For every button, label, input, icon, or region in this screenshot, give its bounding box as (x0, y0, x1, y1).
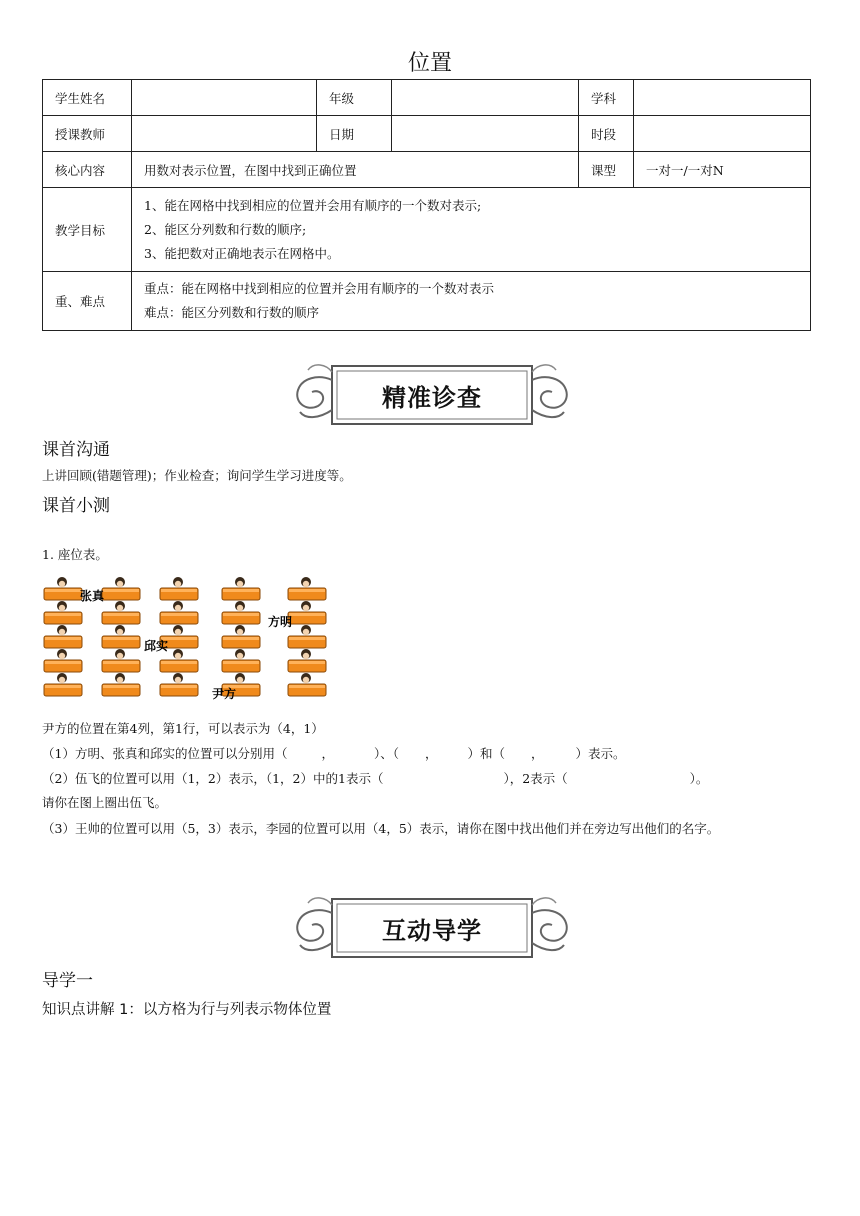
section-title: 课首小测 (42, 496, 110, 516)
desk-top (223, 589, 259, 592)
student-face (175, 581, 181, 587)
section-title: 课首沟通 (42, 440, 110, 460)
info-table (42, 79, 811, 331)
key-cell (132, 272, 811, 331)
desk-top (223, 637, 259, 640)
label-qiushi: 邱实 (144, 639, 169, 653)
table-row (43, 152, 811, 188)
goal-item: 3、能把数对正确地表示在网格中。 (144, 245, 340, 261)
student-face (303, 629, 309, 635)
section-text: 知识点讲解 1：以方格为行与列表示物体位置 (42, 1002, 332, 1018)
desk-top (45, 661, 81, 664)
desk-top (103, 637, 139, 640)
core-value: 用数对表示位置，在图中找到正确位置 (132, 152, 579, 188)
desk-top (103, 589, 139, 592)
student-face (59, 653, 65, 659)
student-face (303, 653, 309, 659)
student-face (175, 605, 181, 611)
student-face (303, 605, 309, 611)
student-face (59, 629, 65, 635)
question-title: 1. 座位表。 (42, 547, 108, 562)
desk-top (45, 637, 81, 640)
section-banner-guided (288, 893, 576, 963)
page-title: 位置 (407, 51, 452, 76)
key-point: 重点：能在网格中找到相应的位置并会用有顺序的一个数对表示 (144, 281, 495, 296)
label-zhangzhen: 张真 (80, 589, 105, 603)
question-intro: 尹方的位置在第4列，第1行，可以表示为（4，1） (42, 721, 324, 736)
core-label: 核心内容 (43, 152, 132, 188)
desk-top (223, 613, 259, 616)
desk-top (289, 661, 325, 664)
student-face (59, 605, 65, 611)
table-row (43, 272, 811, 331)
seating-chart-image (42, 570, 330, 706)
type-value: 一对一/一对N (634, 152, 811, 188)
teacher-cell (132, 116, 317, 152)
subject-label: 学科 (579, 80, 634, 116)
period-cell (634, 116, 811, 152)
student-name-label: 学生姓名 (43, 80, 132, 116)
date-cell (392, 116, 579, 152)
question-part-2: （2）伍飞的位置可以用（1，2）表示，（1，2）中的1表示（ ），2表示（ ）。 (42, 771, 709, 786)
period-label: 时段 (579, 116, 634, 152)
type-label: 课型 (579, 152, 634, 188)
student-face (117, 581, 123, 587)
student-face (117, 605, 123, 611)
subject-cell (634, 80, 811, 116)
student-face (117, 653, 123, 659)
key-point: 难点：能区分列数和行数的顺序 (144, 305, 320, 320)
student-face (237, 581, 243, 587)
desk-top (103, 685, 139, 688)
student-face (237, 629, 243, 635)
desk-top (161, 661, 197, 664)
student-face (59, 581, 65, 587)
desk-top (45, 589, 81, 592)
date-label: 日期 (317, 116, 392, 152)
goal-label: 教学目标 (43, 188, 132, 272)
student-face (175, 653, 181, 659)
student-face (117, 629, 123, 635)
grade-cell (392, 80, 579, 116)
banner-title: 精准诊查 (382, 383, 482, 412)
desk-top (289, 613, 325, 616)
desk-top (161, 613, 197, 616)
student-face (175, 629, 181, 635)
student-face (175, 677, 181, 683)
desk-top (223, 661, 259, 664)
desk-top (289, 637, 325, 640)
student-face (303, 677, 309, 683)
desk-top (103, 661, 139, 664)
desk-top (161, 685, 197, 688)
student-name-cell (132, 80, 317, 116)
student-face (237, 605, 243, 611)
grade-label: 年级 (317, 80, 392, 116)
student-face (303, 581, 309, 587)
desk-top (45, 685, 81, 688)
desk-top (289, 589, 325, 592)
table-row (43, 188, 811, 272)
banner-title: 互动导学 (382, 916, 482, 945)
question-part-1: （1）方明、张真和邱实的位置可以分别用（ ， ）、（ ， ）和（ ， ）表示。 (42, 746, 626, 761)
label-yinfang: 尹方 (212, 687, 237, 701)
student-face (59, 677, 65, 683)
desk-top (45, 613, 81, 616)
desk-top (103, 613, 139, 616)
table-row (43, 80, 811, 116)
desk-top (161, 589, 197, 592)
desk-top (289, 685, 325, 688)
label-fangming: 方明 (268, 615, 293, 629)
teacher-label: 授课教师 (43, 116, 132, 152)
question-part-2-line2: 请你在图上圈出伍飞。 (42, 795, 168, 810)
section-text: 上讲回顾(错题管理)；作业检查；询问学生学习进度等。 (42, 468, 352, 483)
student-face (237, 653, 243, 659)
goal-cell (132, 188, 811, 272)
question-part-3: （3）王帅的位置可以用（5，3）表示，李园的位置可以用（4，5）表示，请你在图中找出他们并在旁边写出他们的名字。 (42, 821, 720, 836)
student-face (117, 677, 123, 683)
section-title: 导学一 (42, 971, 93, 991)
table-row (43, 116, 811, 152)
goal-item: 2、能区分列数和行数的顺序; (144, 221, 307, 237)
key-label: 重、难点 (43, 272, 132, 331)
goal-item: 1、能在网格中找到相应的位置并会用有顺序的一个数对表示; (144, 197, 482, 213)
section-banner-diagnosis (288, 360, 576, 430)
student-face (237, 677, 243, 683)
